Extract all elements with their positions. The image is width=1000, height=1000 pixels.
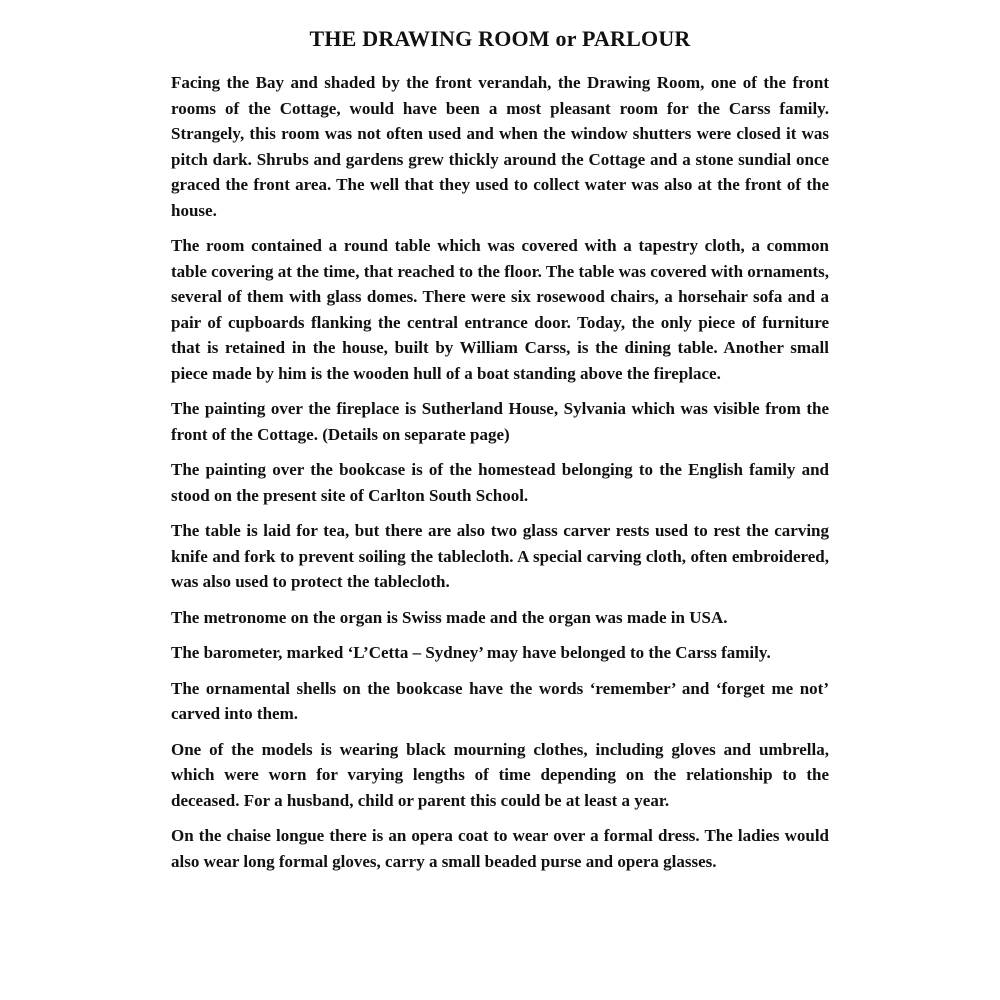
paragraph-table-for-tea: The table is laid for tea, but there are also two glass carver rests used to rest the carving knife and fork to prevent soiling the tablecloth. A special carving cloth, often embroidered, was also used to protect the tablecloth.: [171, 521, 829, 591]
paragraph-opera-coat: On the chaise longue there is an opera coat to wear over a formal dress. The ladies would also wear long formal gloves, carry a small beaded purse and opera glasses.: [171, 826, 829, 871]
paragraph-metronome: The metronome on the organ is Swiss made and the organ was made in USA.: [171, 607, 728, 627]
paragraph-bookcase-painting: The painting over the bookcase is of the homestead belonging to the English family and stood on the present site of Carlton South School.: [171, 460, 829, 505]
paragraph-mourning-clothes: One of the models is wearing black mourning clothes, including gloves and umbrella, which were worn for varying lengths of time depending on the relationship to the deceased. For a husband, child or parent this could be at least a year.: [171, 739, 829, 810]
paragraph-barometer: The barometer, marked ‘L’Cetta – Sydney’ may have belonged to the Carss family.: [171, 643, 771, 662]
paragraph-drawing-room-intro: Facing the Bay and shaded by the front verandah, the Drawing Room, one of the front rooms of the Cottage, would have been a most pleasant room for the Carss family. Strangely, this room was not often used and when the window shutters were closed it was pitch dark. Shrubs and gardens grew thickly around the Cottage and a stone sundial once graced the front area. The well that they used to collect water was also at the front of the house.: [171, 73, 829, 220]
paragraph-ornamental-shells: The ornamental shells on the bookcase have the words ‘remember’ and ‘forget me not’ carved into them.: [171, 678, 829, 723]
page-title: THE DRAWING ROOM or PARLOUR: [309, 26, 691, 51]
paragraph-fireplace-painting: The painting over the fireplace is Sutherland House, Sylvania which was visible from the front of the Cottage. (Details on separate page): [171, 399, 829, 444]
paragraph-room-contents: The room contained a round table which was covered with a tapestry cloth, a common table covering at the time, that reached to the floor. The table was covered with ornaments, several of them with glass domes. There were six rosewood chairs, a horsehair sofa and a pair of cupboards flanking the central entrance door. Today, the only piece of furniture that is retained in the house, built by William Carss, is the dining table. Another small piece made by him is the wooden hull of a boat standing above the fireplace.: [171, 236, 829, 383]
document-body: [171, 70, 829, 884]
